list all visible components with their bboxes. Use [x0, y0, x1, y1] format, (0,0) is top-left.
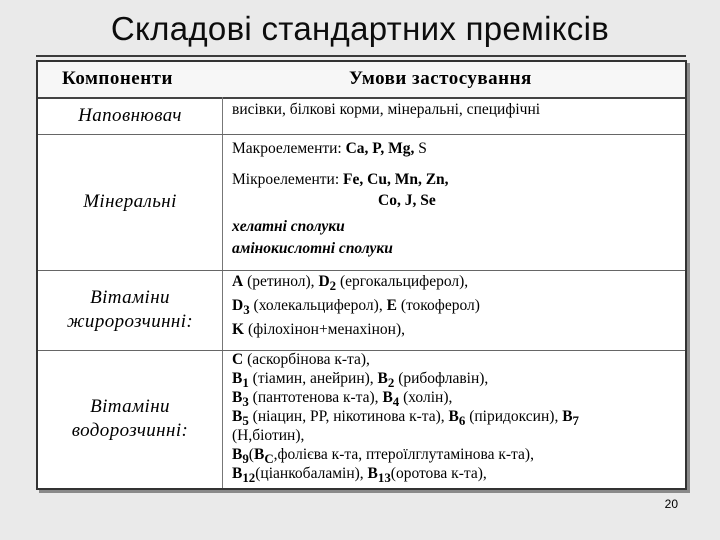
chelate-compounds: хелатні сполуки — [232, 218, 345, 235]
header-components: Компоненти — [62, 68, 173, 89]
vitamin-d3-e-line: $D_3$ (холекальциферол), E (токоферол) — [232, 297, 480, 318]
vitamin-c-line: C (аскорбінова к-та), — [232, 351, 370, 368]
fat-soluble-label-1: Вітаміни — [90, 287, 170, 308]
table-row-filler — [38, 97, 685, 135]
vitamin-b12-b13-line: $B_{12}(ціанкобаламін)$, $B_{13}(оротова$ к-та), — [232, 465, 487, 486]
header-conditions: Умови застосування — [349, 68, 532, 89]
vitamin-b1-b2-line: $B_1$ (тіамин, анейрин), $B_2$ (рибофлавін), — [232, 370, 489, 391]
table-row-fat-soluble-vitamins — [38, 270, 685, 351]
page-number: 20 — [664, 497, 678, 511]
title-underline — [36, 55, 686, 57]
macroelements-line: Макроелементи: Ca, P, Mg, S — [232, 140, 427, 157]
component-water-soluble-vitamins — [38, 350, 222, 488]
water-soluble-label-1: Вітаміни — [90, 396, 170, 417]
table-header — [38, 62, 685, 99]
microelements-line-2: Co, J, Se — [378, 192, 436, 209]
vitamin-b7-cont-line: (H,біотин), — [232, 427, 305, 444]
fat-soluble-label-2: жиророзчинні: — [66, 311, 194, 332]
vitamin-b9-line: $B_9(B_C,фолієва$ к-та, птероїлглутамінова к-та), — [232, 446, 534, 467]
amino-acid-compounds: амінокислотні сполуки — [232, 240, 393, 257]
table-row-minerals — [38, 134, 685, 271]
filler-details: висівки, білкові корми, мінеральні, специфічні — [232, 101, 541, 118]
vitamin-a-d2-line: A (ретинол), $D_2$ (ергокальциферол), — [232, 273, 469, 294]
slide-title: Складові стандартних преміксів — [110, 10, 610, 47]
water-soluble-label-2: водорозчинні: — [71, 420, 189, 441]
vitamin-b5-b6-b7-line: $B_5$ (ніацин, PP, нікотинова к-та), $B_6$ (піридоксин), $B_7$ — [232, 408, 579, 429]
premix-components-table — [36, 60, 687, 490]
component-filler: Наповнювач — [78, 104, 182, 126]
vitamin-k-line: K (філохінон+менахінон), — [232, 321, 405, 338]
table-row-water-soluble-vitamins — [38, 350, 685, 488]
component-fat-soluble-vitamins — [38, 270, 222, 350]
microelements-line: Мікроелементи: Fe, Cu, Mn, Zn, — [232, 171, 449, 188]
vitamin-b3-b4-line: $B_3$ (пантотенова к-та), $B_4$ (холін), — [232, 389, 453, 410]
component-minerals: Мінеральні — [83, 191, 177, 212]
